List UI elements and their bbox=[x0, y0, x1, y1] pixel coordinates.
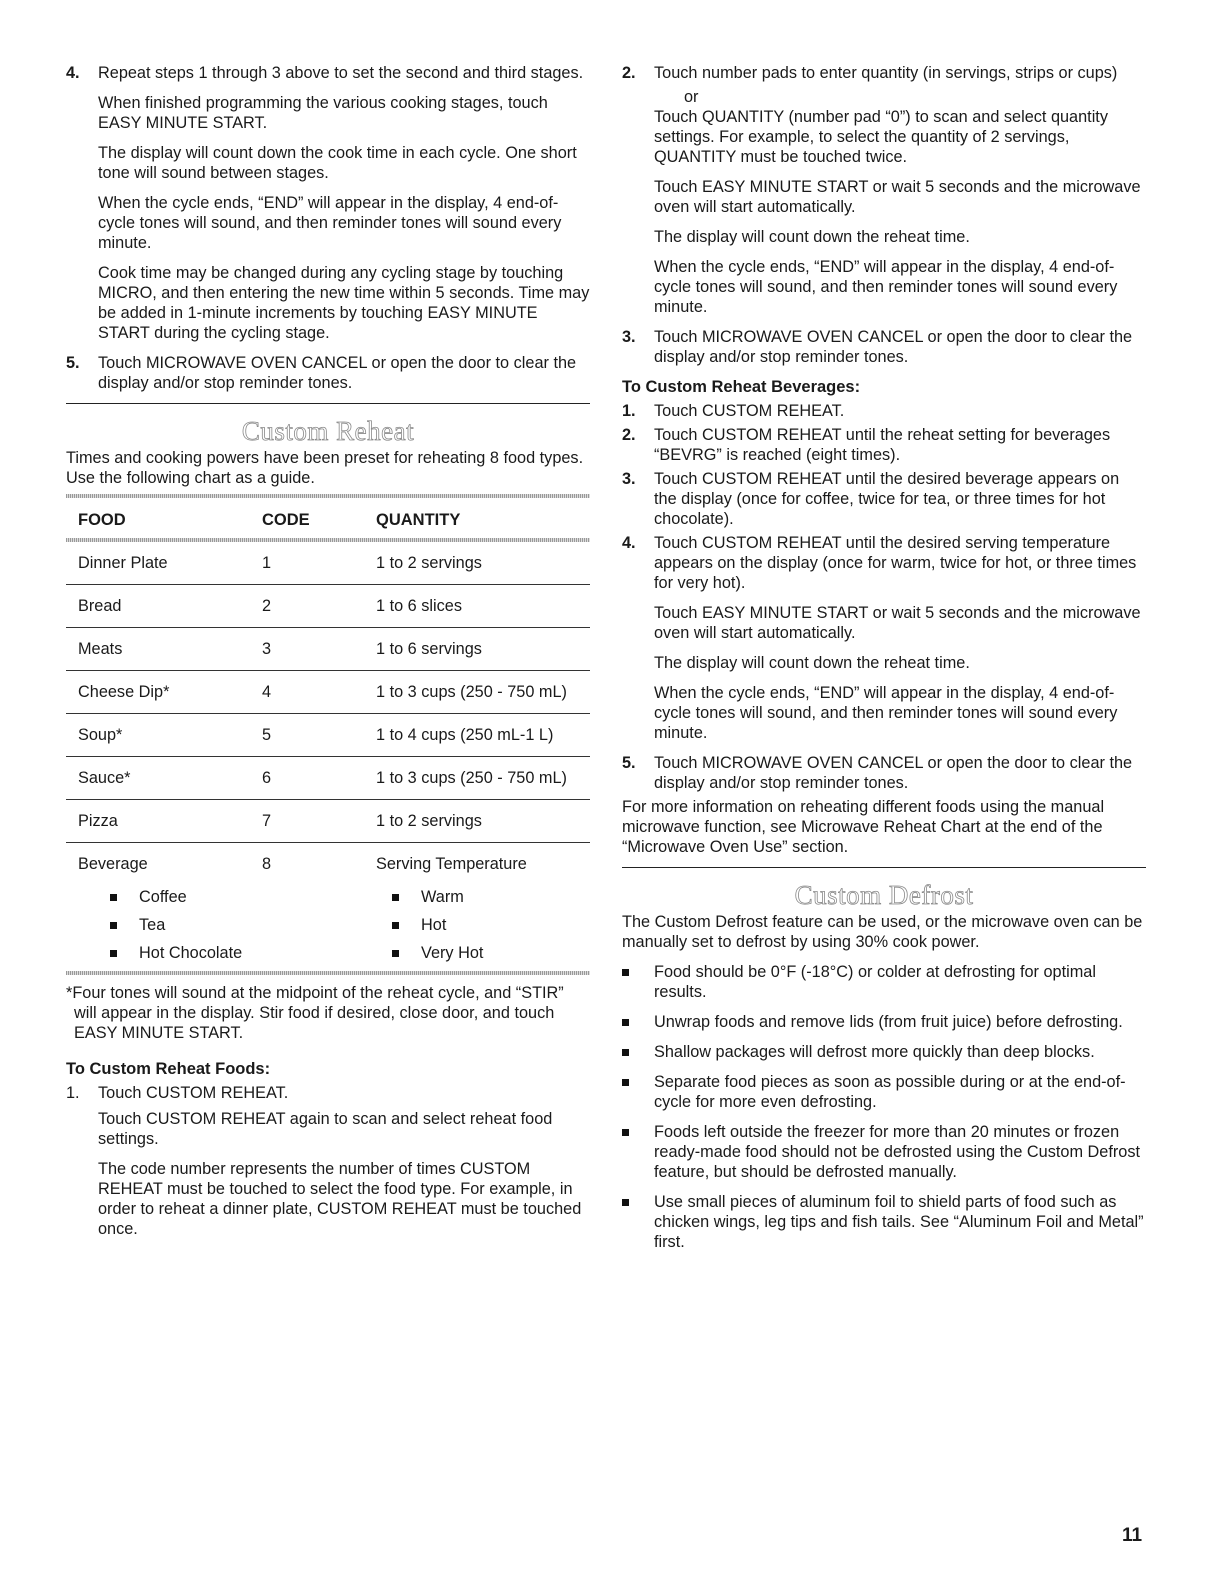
paragraph: The display will count down the reheat time. bbox=[654, 228, 970, 246]
bullet-item bbox=[622, 1072, 1146, 1112]
page-number: 11 bbox=[1122, 1525, 1143, 1546]
temperature-name: Hot bbox=[421, 916, 447, 934]
table-row bbox=[66, 542, 590, 585]
bullet-icon bbox=[110, 894, 117, 901]
cell: Soup* bbox=[66, 714, 250, 757]
bullet-item bbox=[346, 939, 483, 967]
bev-step-5 bbox=[622, 753, 1146, 793]
temperature-name: Warm bbox=[421, 888, 464, 906]
paragraph: Touch EASY MINUTE START or wait 5 seconds and the microwave oven will start automatically. bbox=[654, 604, 1141, 642]
column-header: QUANTITY bbox=[376, 511, 461, 529]
bullet-item bbox=[622, 1042, 1146, 1062]
bullet-icon bbox=[622, 1199, 629, 1206]
step-4 bbox=[66, 63, 590, 343]
cell: Dinner Plate bbox=[66, 542, 250, 585]
paragraph: Touch CUSTOM REHEAT until the desired beverage appears on the display (once for coffee, twice for tea, or three times for hot chocolate). bbox=[654, 470, 1120, 528]
step-number: 3. bbox=[622, 470, 636, 488]
bullet-icon bbox=[392, 894, 399, 901]
cell: 7 bbox=[250, 800, 364, 843]
paragraph: Touch CUSTOM REHEAT until the desired serving temperature appears on the display (once for warm, twice for hot, or three times for very hot). bbox=[654, 534, 1137, 592]
column-header: CODE bbox=[262, 511, 310, 529]
right-column bbox=[622, 63, 1146, 1262]
step-number: 3. bbox=[622, 328, 636, 346]
cell: Cheese Dip* bbox=[66, 671, 250, 714]
paragraph: Touch MICROWAVE OVEN CANCEL or open the door to clear the display and/or stop reminder tones. bbox=[654, 328, 1133, 366]
table-row bbox=[66, 843, 590, 886]
cell: Meats bbox=[66, 628, 250, 671]
beverage-name: Coffee bbox=[139, 888, 187, 906]
bullet-item bbox=[622, 1122, 1146, 1182]
bullet-icon bbox=[110, 950, 117, 957]
paragraph: The display will count down the cook time in each cycle. One short tone will sound between stages. bbox=[98, 144, 577, 182]
reheat-table bbox=[66, 504, 590, 885]
paragraph: Touch CUSTOM REHEAT again to scan and select reheat food settings. bbox=[98, 1110, 553, 1148]
step-number: 4. bbox=[622, 534, 636, 552]
step-number: 2. bbox=[622, 64, 636, 82]
paragraph: Touch MICROWAVE OVEN CANCEL or open the door to clear the display and/or stop reminder tones. bbox=[98, 354, 577, 392]
dotted-divider bbox=[66, 971, 590, 975]
bullet-icon bbox=[622, 1019, 629, 1026]
table-row bbox=[66, 671, 590, 714]
step-number: 1. bbox=[622, 402, 636, 420]
bullet-icon bbox=[622, 1129, 629, 1136]
column-header: FOOD bbox=[78, 511, 126, 529]
step-number: 2. bbox=[622, 426, 636, 444]
paragraph: When the cycle ends, “END” will appear in the display, 4 end-of-cycle tones will sound, and then reminder tones will sound every minute. bbox=[98, 194, 562, 252]
footnote: *Four tones will sound at the midpoint of the reheat cycle, and “STIR” will appear in the display. Stir food if desired, close door, and touch EASY MINUTE START. bbox=[66, 984, 564, 1042]
bullet-item bbox=[66, 883, 346, 911]
table-row bbox=[66, 628, 590, 671]
divider bbox=[66, 403, 590, 404]
step-2 bbox=[622, 63, 1146, 317]
cell: 1 bbox=[250, 542, 364, 585]
defrost-intro: The Custom Defrost feature can be used, or the microwave oven can be manually set to defrost by using 30% cook power. bbox=[622, 913, 1143, 951]
paragraph: The code number represents the number of times CUSTOM REHEAT must be touched to select the food type. For example, in order to reheat a dinner plate, CUSTOM REHEAT must be touched once. bbox=[98, 1160, 582, 1238]
paragraph: When the cycle ends, “END” will appear in the display, 4 end-of-cycle tones will sound, and then reminder tones will sound every minute. bbox=[654, 258, 1118, 316]
foods-step-1 bbox=[66, 1083, 590, 1103]
paragraph: The display will count down the reheat time. bbox=[654, 654, 970, 672]
cell: 1 to 2 servings bbox=[364, 800, 590, 843]
cell: 1 to 3 cups (250 - 750 mL) bbox=[364, 757, 590, 800]
or-text: or bbox=[684, 88, 699, 106]
divider bbox=[622, 867, 1146, 868]
temperature-name: Very Hot bbox=[421, 944, 484, 962]
bullet-item bbox=[66, 911, 346, 939]
paragraph: Touch MICROWAVE OVEN CANCEL or open the door to clear the display and/or stop reminder tones. bbox=[654, 754, 1133, 792]
beverage-name: Hot Chocolate bbox=[139, 944, 243, 962]
bullet-item bbox=[346, 911, 483, 939]
bullet-icon bbox=[622, 969, 629, 976]
paragraph: Touch QUANTITY (number pad “0”) to scan and select quantity settings. For example, to select the quantity of 2 servings, QUANTITY must be touched twice. bbox=[654, 108, 1108, 166]
paragraph: Cook time may be changed during any cycling stage by touching MICRO, and then entering the new time within 5 seconds. Time may be added in 1-minute increments by touching EASY MINUTE START during the cycling stage. bbox=[98, 264, 590, 342]
paragraph: Repeat steps 1 through 3 above to set the second and third stages. bbox=[98, 64, 584, 82]
paragraph: Touch CUSTOM REHEAT. bbox=[98, 1084, 289, 1102]
beverage-options bbox=[66, 883, 590, 967]
bullet-item bbox=[66, 939, 346, 967]
bullet-icon bbox=[622, 1079, 629, 1086]
bullet-text: Foods left outside the freezer for more than 20 minutes or frozen ready-made food should not be defrosted using the Custom Defrost feature, but should be defrosted manually. bbox=[654, 1123, 1141, 1181]
paragraph: Touch CUSTOM REHEAT. bbox=[654, 402, 845, 420]
bullet-item bbox=[622, 1192, 1146, 1252]
bullet-icon bbox=[392, 950, 399, 957]
step-number: 1. bbox=[66, 1084, 80, 1102]
bullet-icon bbox=[392, 922, 399, 929]
paragraph: Touch EASY MINUTE START or wait 5 seconds and the microwave oven will start automatically. bbox=[654, 178, 1141, 216]
left-column bbox=[66, 63, 590, 1249]
paragraph: When finished programming the various cooking stages, touch EASY MINUTE START. bbox=[98, 94, 548, 132]
step-number: 5. bbox=[622, 754, 636, 772]
table-row bbox=[66, 714, 590, 757]
bullet-icon bbox=[110, 922, 117, 929]
step-number: 4. bbox=[66, 64, 80, 82]
table-row bbox=[66, 585, 590, 628]
intro-text: Times and cooking powers have been preset for reheating 8 food types. Use the following chart as a guide. bbox=[66, 449, 584, 487]
paragraph: Touch number pads to enter quantity (in servings, strips or cups) bbox=[654, 64, 1118, 82]
cell: 6 bbox=[250, 757, 364, 800]
dotted-divider bbox=[66, 494, 590, 498]
cell: 1 to 6 slices bbox=[364, 585, 590, 628]
cell: Bread bbox=[66, 585, 250, 628]
cell: 8 bbox=[262, 855, 272, 873]
bullet-text: Unwrap foods and remove lids (from fruit juice) before defrosting. bbox=[654, 1013, 1123, 1031]
cell: Serving Temperature bbox=[376, 855, 527, 873]
paragraph: Touch CUSTOM REHEAT until the reheat setting for beverages “BEVRG” is reached (eight times). bbox=[654, 426, 1111, 464]
bullet-text: Shallow packages will defrost more quickly than deep blocks. bbox=[654, 1043, 1095, 1061]
cell: 4 bbox=[250, 671, 364, 714]
bullet-text: Separate food pieces as soon as possible during or at the end-of-cycle for more even defrosting. bbox=[654, 1073, 1126, 1111]
bullet-icon bbox=[622, 1049, 629, 1056]
foods-heading: To Custom Reheat Foods: bbox=[66, 1060, 271, 1078]
step-number: 5. bbox=[66, 354, 80, 372]
cell: Pizza bbox=[66, 800, 250, 843]
more-info-text: For more information on reheating different foods using the manual microwave function, see Microwave Reheat Chart at the end of the “Microwave Oven Use” section. bbox=[622, 798, 1105, 856]
bev-step-3 bbox=[622, 469, 1146, 529]
section-title-custom-defrost: Custom Defrost bbox=[794, 880, 974, 910]
cell: 2 bbox=[250, 585, 364, 628]
bev-step-2 bbox=[622, 425, 1146, 465]
section-title-custom-reheat: Custom Reheat bbox=[241, 416, 415, 446]
step-3 bbox=[622, 327, 1146, 367]
cell: 1 to 3 cups (250 - 750 mL) bbox=[364, 671, 590, 714]
bullet-item bbox=[346, 883, 483, 911]
cell: 1 to 2 servings bbox=[364, 542, 590, 585]
cell: 1 to 4 cups (250 mL-1 L) bbox=[364, 714, 590, 757]
bullet-item bbox=[622, 962, 1146, 1002]
bullet-item bbox=[622, 1012, 1146, 1032]
beverage-name: Tea bbox=[139, 916, 166, 934]
cell: 3 bbox=[250, 628, 364, 671]
table-row bbox=[66, 757, 590, 800]
cell: 1 to 6 servings bbox=[364, 628, 590, 671]
bev-step-4 bbox=[622, 533, 1146, 743]
step-5 bbox=[66, 353, 590, 393]
bullet-text: Use small pieces of aluminum foil to shield parts of food such as chicken wings, leg tips and fish tails. See “Aluminum Foil and Metal” first. bbox=[654, 1193, 1144, 1251]
table-row bbox=[66, 800, 590, 843]
cell: 5 bbox=[250, 714, 364, 757]
cell: Sauce* bbox=[66, 757, 250, 800]
bev-step-1 bbox=[622, 401, 1146, 421]
paragraph: When the cycle ends, “END” will appear in the display, 4 end-of-cycle tones will sound, and then reminder tones will sound every minute. bbox=[654, 684, 1118, 742]
bullet-text: Food should be 0°F (-18°C) or colder at defrosting for optimal results. bbox=[654, 963, 1096, 1001]
beverages-heading: To Custom Reheat Beverages: bbox=[622, 378, 861, 396]
cell: Beverage bbox=[78, 855, 148, 873]
